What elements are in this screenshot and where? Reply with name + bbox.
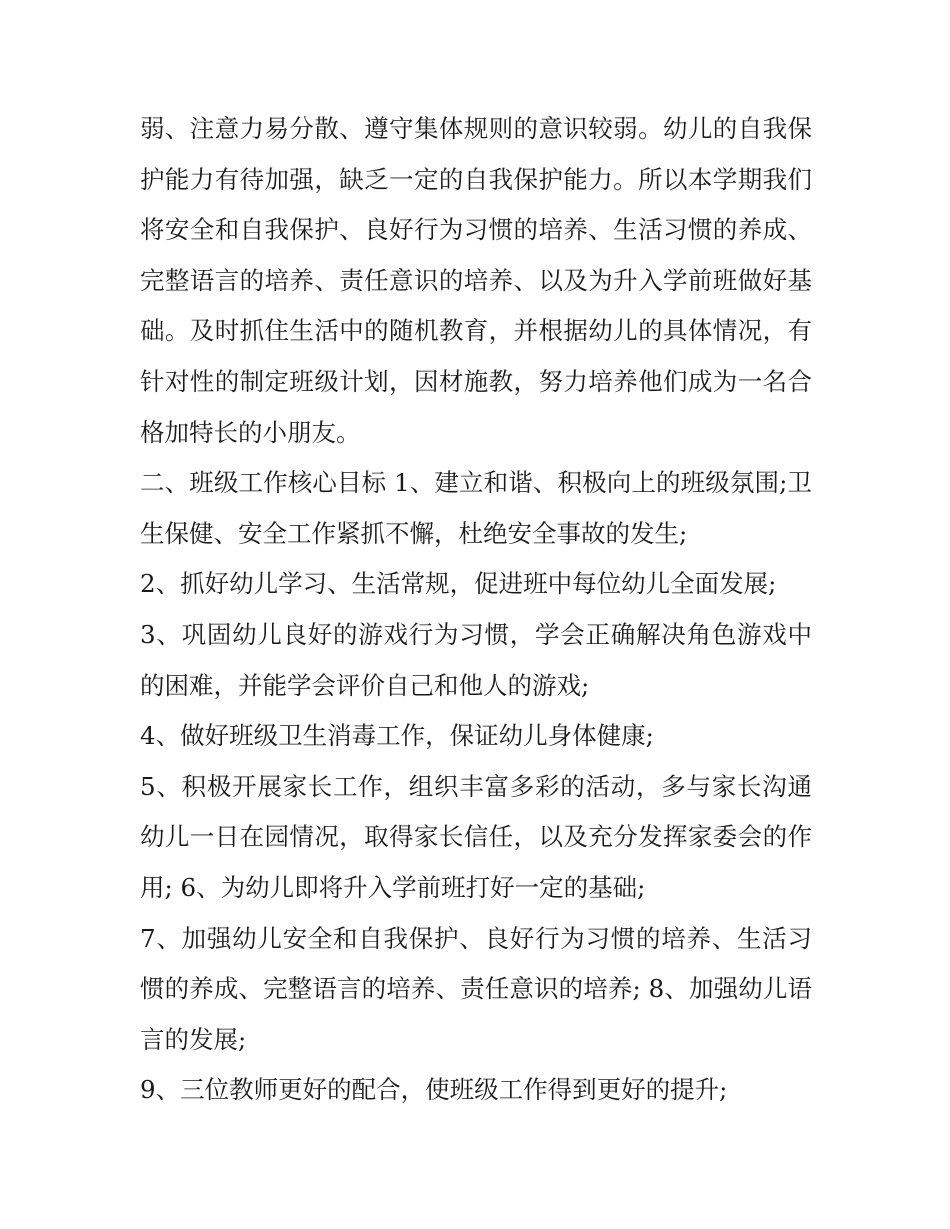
text-line: 础。及时抓住生活中的随机教育，并根据幼儿的具体情况，有 [140,316,812,346]
text-line: 用; 6、为幼儿即将升入学前班打好一定的基础; [140,872,646,902]
text-line: 完整语言的培养、责任意识的培养、以及为升入学前班做好基 [140,265,812,295]
text-line: 言的发展; [140,1024,247,1054]
text-line: 格加特长的小朋友。 [140,417,361,447]
list-item: 2、抓好幼儿学习、生活常规，促进班中每位幼儿全面发展; [140,569,777,599]
list-item: 9、三位教师更好的配合，使班级工作得到更好的提升; [140,1075,728,1105]
section-heading-line: 二、班级工作核心目标 1、建立和谐、积极向上的班级氛围;卫 [140,468,812,498]
text-line: 的困难，并能学会评价自己和他人的游戏; [140,670,590,700]
text-line: 幼儿一日在园情况，取得家长信任，以及充分发挥家委会的作 [140,822,812,852]
text-line: 弱、注意力易分散、遵守集体规则的意识较弱。幼儿的自我保 [140,114,812,143]
text-line: 将安全和自我保护、良好行为习惯的培养、生活习惯的养成、 [140,215,812,245]
list-item: 7、加强幼儿安全和自我保护、良好行为习惯的培养、生活习 [140,923,812,953]
list-item: 4、做好班级卫生消毒工作，保证幼儿身体健康; [140,721,654,751]
text-line: 针对性的制定班级计划，因材施教，努力培养他们成为一名合 [140,366,812,396]
text-line: 惯的养成、完整语言的培养、责任意识的培养; 8、加强幼儿语 [140,974,812,1004]
document-body [140,104,812,1116]
text-line: 护能力有待加强，缺乏一定的自我保护能力。所以本学期我们 [140,164,812,194]
list-item: 3、巩固幼儿良好的游戏行为习惯，学会正确解决角色游戏中 [140,619,812,649]
text-line: 生保健、安全工作紧抓不懈，杜绝安全事故的发生; [140,518,688,548]
list-item: 5、积极开展家长工作，组织丰富多彩的活动，多与家长沟通 [140,771,812,801]
